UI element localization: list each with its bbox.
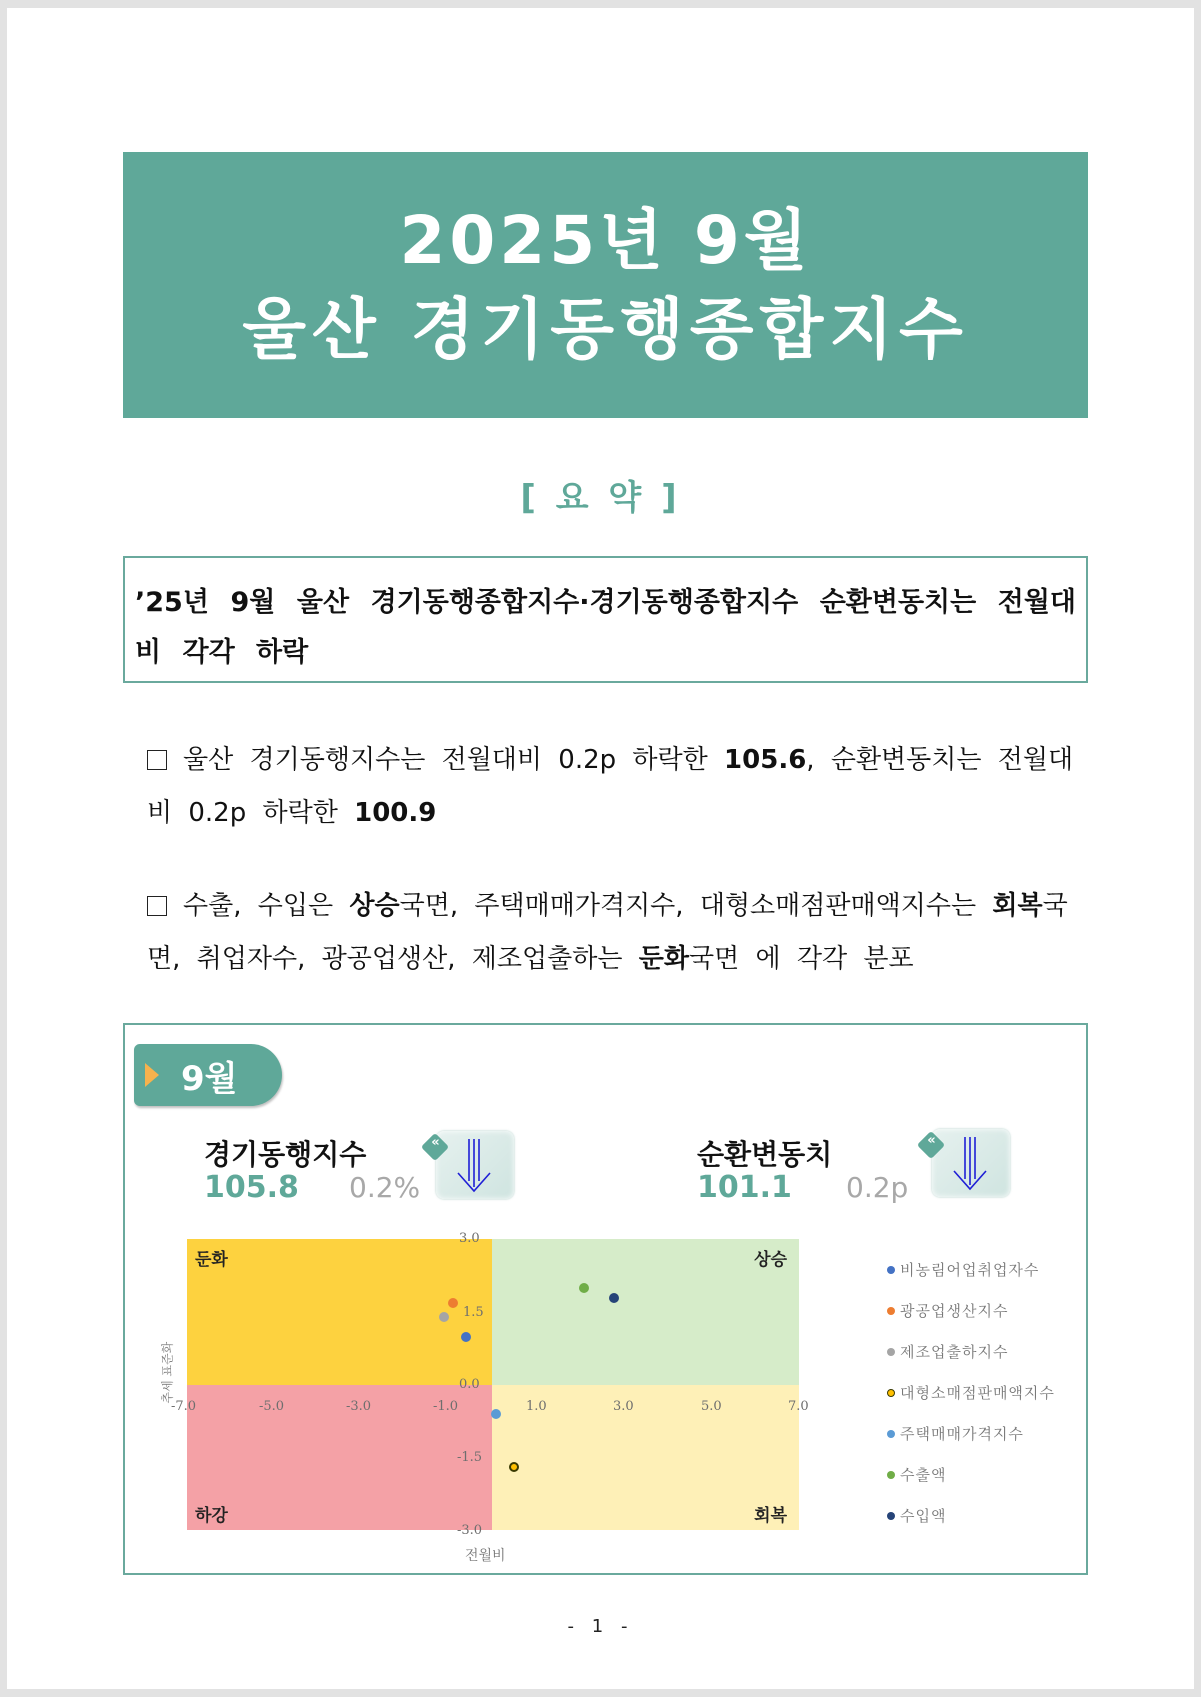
headline-text: ’25년 9월 울산 경기동행종합지수·경기동행종합지수 순환변동치는 전월대비 각각 하락 xyxy=(135,587,1076,668)
x-tick: 1.0 xyxy=(526,1399,547,1414)
legend-item xyxy=(887,1331,1055,1372)
legend-marker-icon xyxy=(887,1307,895,1315)
legend-label: 수입액 xyxy=(900,1507,947,1525)
y-tick: -3.0 xyxy=(457,1523,483,1538)
legend-label: 제조업출하지수 xyxy=(900,1343,1009,1361)
legend-label: 대형소매점판매액지수 xyxy=(900,1384,1055,1402)
bullet-2-text-b: 국면, 주택매매가격지수, 대형소매점판매액지수는 xyxy=(399,891,993,921)
bullet-1-value-cycle: 100.9 xyxy=(354,798,437,828)
quadrant-label-slowdown: 둔화 xyxy=(195,1250,228,1270)
x-tick: -3.0 xyxy=(346,1399,372,1414)
bullet-1-text-a: 울산 경기동행지수는 전월대비 0.2p 하락한 xyxy=(183,745,725,775)
legend-label: 수출액 xyxy=(900,1466,947,1484)
legend-item xyxy=(887,1454,1055,1495)
metric-name-cyclical-component: 순환변동치 xyxy=(697,1138,833,1171)
data-point-nonfarm-employment xyxy=(461,1332,471,1342)
legend-label: 광공업생산지수 xyxy=(900,1302,1009,1320)
y-tick: 1.5 xyxy=(463,1305,484,1320)
down-arrow-icon xyxy=(932,1129,1010,1197)
document-page xyxy=(7,8,1194,1689)
down-arrow-card xyxy=(932,1129,1010,1197)
bullet-2-text-c: 국면, 취업자수, 광공업생산, 제조업출하는 xyxy=(147,891,1068,974)
bullet-1-text-b: , 순환변동치는 전월대비 0.2p 하락한 xyxy=(147,745,1074,828)
metric-value-cyclical-component: 101.1 xyxy=(697,1170,792,1205)
data-point-exports xyxy=(579,1283,589,1293)
data-point-housing-price-index xyxy=(491,1409,501,1419)
down-arrow-icon xyxy=(436,1131,514,1199)
y-tick: 0.0 xyxy=(459,1377,480,1392)
month-tab-label: 9월 xyxy=(181,1058,238,1099)
y-tick: -1.5 xyxy=(457,1450,483,1465)
x-tick: -7.0 xyxy=(171,1399,197,1414)
phase-slowdown: 둔화 xyxy=(638,944,689,974)
bullet-2-text-d: 국면 에 각각 분포 xyxy=(688,944,914,974)
metric-value-coincident-index: 105.8 xyxy=(204,1170,299,1205)
metric-change-coincident-index: 0.2% xyxy=(349,1171,421,1204)
summary-heading: [ 요 약 ] xyxy=(520,478,681,518)
legend-item xyxy=(887,1413,1055,1454)
x-tick: 5.0 xyxy=(701,1399,722,1414)
title-line-2: 울산 경기동행종합지수 xyxy=(242,291,969,368)
x-tick: 3.0 xyxy=(613,1399,634,1414)
quadrant-label-rising: 상승 xyxy=(754,1250,787,1270)
legend-label: 주택매매가격지수 xyxy=(900,1425,1024,1443)
data-point-imports xyxy=(609,1293,619,1303)
bullet-1-value-index: 105.6 xyxy=(724,745,807,775)
legend-item xyxy=(887,1372,1055,1413)
chevron-left-badge-icon: « xyxy=(421,1133,449,1161)
data-point-large-retail-sales xyxy=(509,1462,519,1472)
x-tick: -1.0 xyxy=(433,1399,459,1414)
chevron-left-badge-icon: « xyxy=(917,1131,945,1159)
phase-recovery: 회복 xyxy=(992,891,1043,921)
legend-marker-icon xyxy=(887,1266,895,1274)
legend-marker-icon xyxy=(887,1430,895,1438)
x-axis-title: 전월비 xyxy=(465,1548,506,1564)
bullet-1 xyxy=(147,734,1087,840)
data-point-manufacturing-shipments xyxy=(439,1312,449,1322)
down-arrow-card xyxy=(436,1131,514,1199)
metric-change-cyclical-component: 0.2p xyxy=(846,1171,909,1204)
chart-legend xyxy=(887,1249,1055,1536)
quadrant-rising xyxy=(492,1239,799,1385)
quadrant-label-recovery: 회복 xyxy=(754,1506,787,1526)
headline-box xyxy=(123,556,1088,683)
checkbox-square-icon xyxy=(147,896,167,916)
checkbox-square-icon xyxy=(147,750,167,770)
metric-name-coincident-index: 경기동행지수 xyxy=(204,1138,367,1171)
legend-marker-icon xyxy=(887,1512,895,1520)
quadrant-label-falling: 하강 xyxy=(195,1506,228,1526)
legend-item xyxy=(887,1290,1055,1331)
x-tick: 7.0 xyxy=(788,1399,809,1414)
y-axis-title: 추세 표준화 xyxy=(160,1341,175,1404)
month-tab xyxy=(134,1044,282,1106)
legend-item xyxy=(887,1495,1055,1536)
legend-marker-icon xyxy=(887,1389,895,1397)
legend-item xyxy=(887,1249,1055,1290)
data-point-mining-manufacturing-production xyxy=(448,1298,458,1308)
x-tick: -5.0 xyxy=(259,1399,285,1414)
bullet-2 xyxy=(147,880,1087,986)
bullet-2-text-a: 수출, 수입은 xyxy=(183,891,350,921)
phase-scatter-chart xyxy=(171,1231,809,1538)
phase-rising: 상승 xyxy=(349,891,400,921)
legend-marker-icon xyxy=(887,1471,895,1479)
play-triangle-icon xyxy=(145,1063,159,1087)
title-line-1: 2025년 9월 xyxy=(399,201,812,279)
title-banner xyxy=(123,152,1088,418)
legend-label: 비농림어업취업자수 xyxy=(900,1261,1040,1279)
page-number: - 1 - xyxy=(567,1616,634,1637)
legend-marker-icon xyxy=(887,1348,895,1356)
indicator-panel xyxy=(123,1023,1088,1575)
y-tick: 3.0 xyxy=(459,1231,480,1246)
